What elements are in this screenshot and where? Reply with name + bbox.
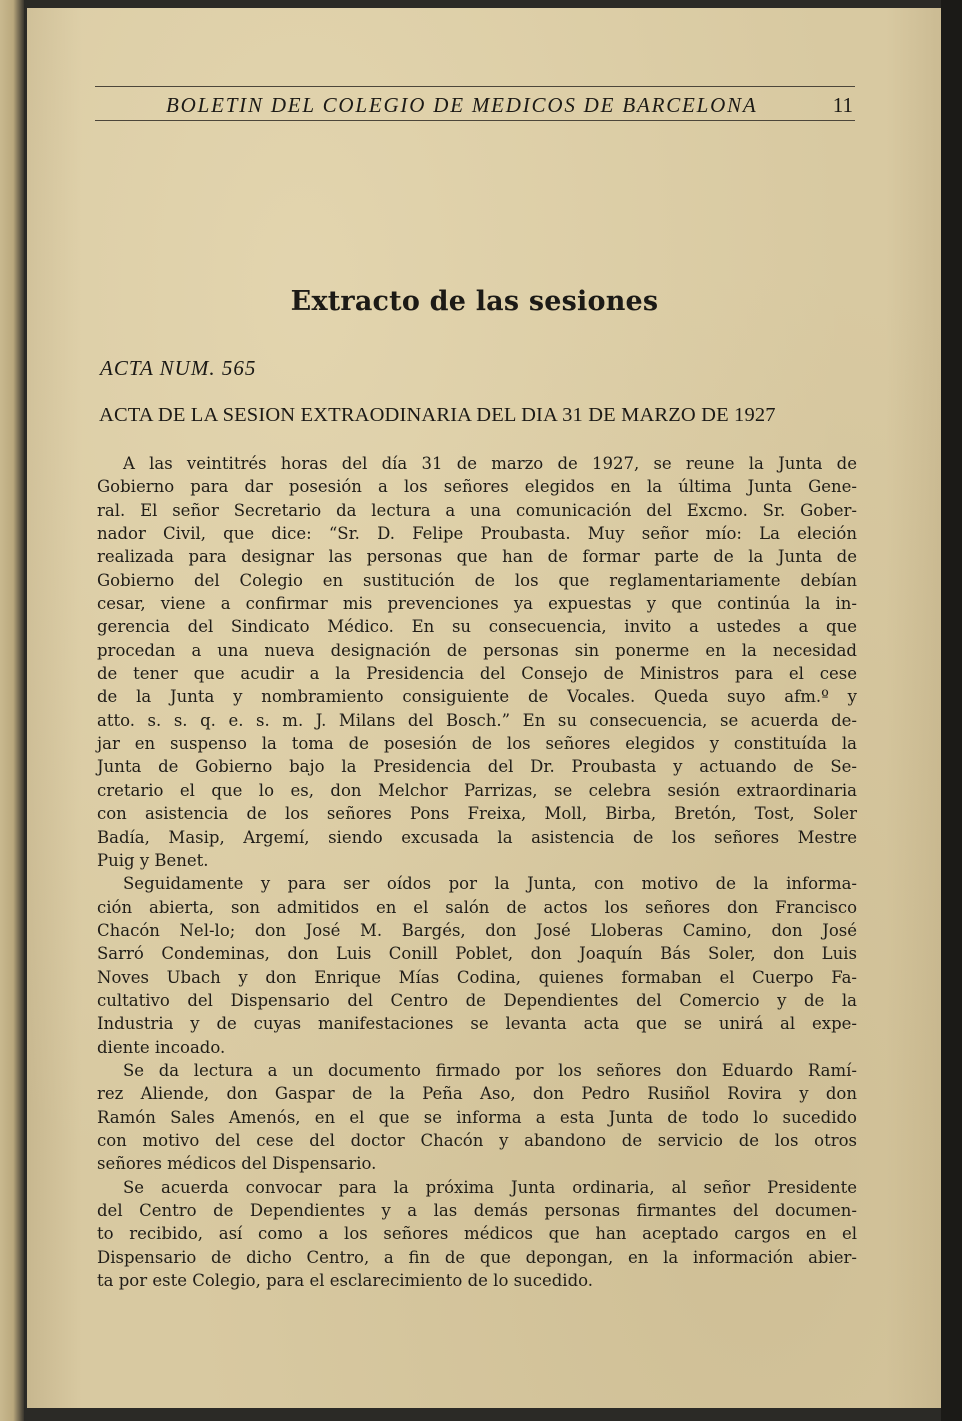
scan-border <box>941 0 962 1421</box>
text-line: cultativo del Dispensario del Centro de Dependientes del Comercio y de la <box>97 990 857 1010</box>
text-line: Gobierno para dar posesión a los señores elegidos en la última Junta Gene- <box>97 477 857 497</box>
text-line: Noves Ubach y don Enrique Mías Codina, quienes formaban el Cuerpo Fa- <box>97 967 857 987</box>
text-line: Se da lectura a un documento firmado por los señores don Eduardo Ramí- <box>123 1060 857 1080</box>
text-line: realizada para designar las personas que han de formar parte de la Junta de <box>97 547 857 567</box>
text-line: diente incoado. <box>97 1037 226 1057</box>
text-line: procedan a una nueva designación de personas sin ponerme en la necesidad <box>97 640 857 660</box>
text-line: Se acuerda convocar para la próxima Junta ordinaria, al señor Presidente <box>123 1177 857 1197</box>
text-line: cesar, viene a confirmar mis prevenciones ya expuestas y que continúa la in- <box>97 594 857 614</box>
text-line: cretario el que lo es, don Melchor Parrizas, se celebra sesión extraordinaria <box>97 780 857 800</box>
text-line: Dispensario de dicho Centro, a fin de que depongan, en la información abier- <box>97 1247 857 1267</box>
text-line: Sarró Condeminas, don Luis Conill Poblet, don Joaquín Bás Soler, don Luis <box>97 944 857 964</box>
text-line: ta por este Colegio, para el esclarecimiento de lo sucedido. <box>97 1271 594 1291</box>
text-line: nador Civil, que dice: “Sr. D. Felipe Proubasta. Muy señor mío: La eleción <box>97 524 857 544</box>
text-line: ción abierta, son admitidos en el salón de actos los señores don Francisco <box>97 897 857 917</box>
text-line: de la Junta y nombramiento consiguiente de Vocales. Queda suyo afm.º y <box>97 687 857 707</box>
header-top-rule <box>95 86 855 87</box>
text-line: rez Aliende, don Gaspar de la Peña Aso, don Pedro Rusiñol Rovira y don <box>97 1084 857 1104</box>
text-line: Gobierno del Colegio en sustitución de los que reglamentariamente debían <box>97 570 857 590</box>
text-line: Junta de Gobierno bajo la Presidencia del Dr. Proubasta y actuando de Se- <box>97 757 857 777</box>
act-heading: ACTA DE LA SESION EXTRAODINARIA DEL DIA 31 DE MARZO DE 1927 <box>99 404 776 426</box>
text-line: Seguidamente y para ser oídos por la Junta, con motivo de la informa- <box>123 874 857 894</box>
text-line: Chacón Nel-lo; don José M. Bargés, don José Lloberas Camino, don José <box>97 920 857 940</box>
text-line: gerencia del Sindicato Médico. En su consecuencia, invito a ustedes a que <box>97 617 857 637</box>
article-title: Extracto de las sesiones <box>290 286 659 317</box>
text-line: to recibido, así como a los señores médicos que han aceptado cargos en el <box>97 1224 857 1244</box>
previous-page-edge <box>0 0 24 1421</box>
text-line: con asistencia de los señores Pons Freixa, Moll, Birba, Bretón, Tost, Soler <box>97 804 857 824</box>
page-number: 11 <box>832 93 853 117</box>
session-minutes-text <box>97 452 857 1292</box>
text-line: Ramón Sales Amenós, en el que se informa a esta Junta de todo lo sucedido <box>97 1107 857 1127</box>
text-line: Puig y Benet. <box>97 850 209 870</box>
running-head <box>95 90 855 120</box>
text-line: del Centro de Dependientes y a las demás personas firmantes del documen- <box>97 1201 857 1220</box>
text-line: señores médicos del Dispensario. <box>97 1154 377 1174</box>
text-line: Industria y de cuyas manifestaciones se levanta acta que se unirá al expe- <box>97 1014 857 1034</box>
text-line: con motivo del cese del doctor Chacón y abandono de servicio de los otros <box>97 1130 857 1150</box>
text-line: A las veintitrés horas del día 31 de marzo de 1927, se reune la Junta de <box>123 454 857 473</box>
act-number: ACTA NUM. 565 <box>100 356 257 380</box>
text-line: ral. El señor Secretario da lectura a una comunicación del Excmo. Sr. Gober- <box>97 500 857 520</box>
text-line: atto. s. s. q. e. s. m. J. Milans del Bosch.” En su consecuencia, se acuerda de- <box>97 710 857 730</box>
text-line: de tener que acudir a la Presidencia del Consejo de Ministros para el cese <box>97 664 857 684</box>
header-bottom-rule <box>95 120 855 121</box>
text-line: Badía, Masip, Argemí, siendo excusada la asistencia de los señores Mestre <box>97 827 857 847</box>
text-line: jar en suspenso la toma de posesión de los señores elegidos y constituída la <box>97 734 857 754</box>
book-page <box>27 8 941 1408</box>
journal-title: BOLETIN DEL COLEGIO DE MEDICOS DE BARCELONA <box>166 93 758 117</box>
